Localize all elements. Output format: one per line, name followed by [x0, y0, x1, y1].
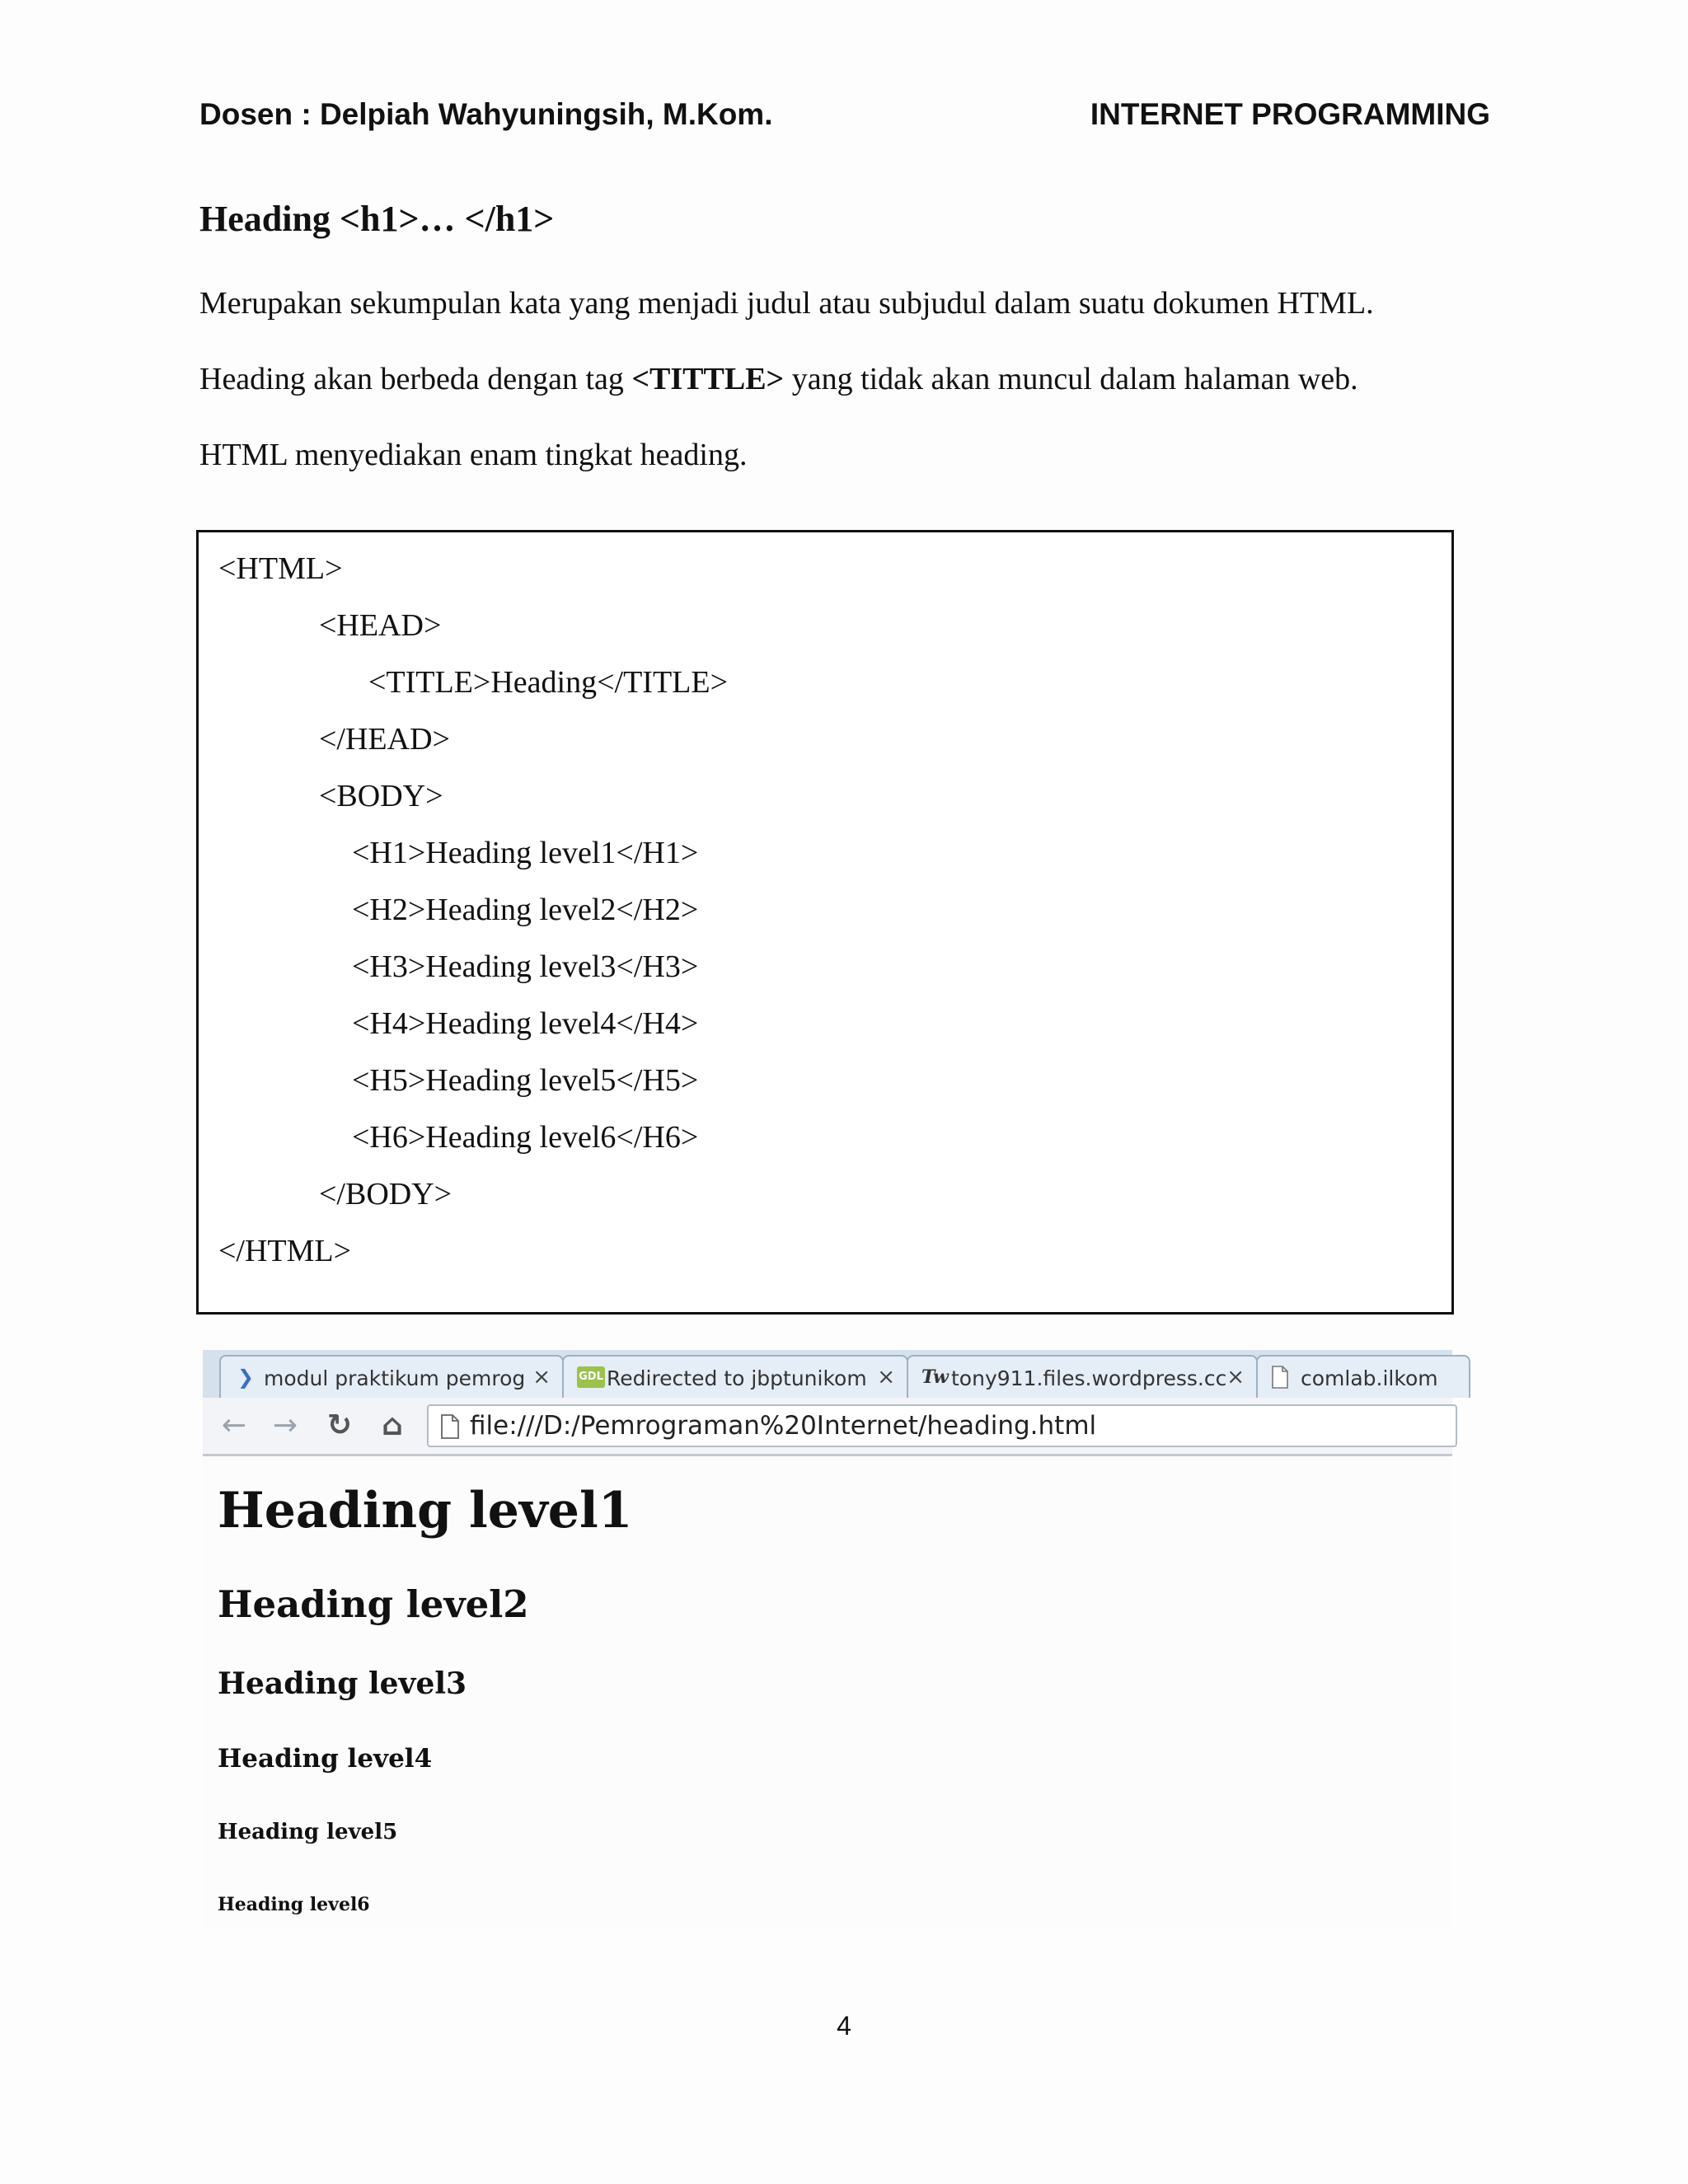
code-line: <H6>Heading level6</H6> [352, 1120, 699, 1155]
address-bar[interactable] [427, 1404, 1457, 1447]
page-number: 4 [837, 2011, 851, 2041]
tab-comlab-ilkom[interactable] [1256, 1355, 1470, 1398]
tab-label: comlab.ilkom [1301, 1366, 1438, 1390]
tw-favicon-icon: Tw [921, 1366, 949, 1388]
rendered-heading-h5: Heading level5 [218, 1820, 398, 1844]
rendered-heading-h6: Heading level6 [218, 1894, 370, 1915]
paragraph-text-after: yang tidak akan muncul dalam halaman web. [784, 362, 1358, 396]
code-line: </HEAD> [319, 722, 450, 757]
tab-label: tony911.files.wordpress.cc [951, 1366, 1227, 1390]
code-line: <H3>Heading level3</H3> [352, 949, 699, 984]
page-icon [440, 1414, 460, 1439]
code-line: <H1>Heading level1</H1> [352, 836, 699, 870]
rendered-heading-h1: Heading level1 [218, 1482, 633, 1540]
paragraph-title-difference [199, 361, 1358, 397]
tab-label: modul praktikum pemrog [264, 1366, 526, 1390]
reload-button[interactable]: ↻ [326, 1408, 353, 1442]
code-line: <H4>Heading level4</H4> [352, 1006, 699, 1041]
gdl-favicon-icon: GDL [577, 1366, 605, 1388]
tab-tony911-wordpress[interactable] [907, 1355, 1258, 1398]
document-header [199, 97, 1490, 138]
code-line: </BODY> [319, 1177, 452, 1212]
section-title: Heading <h1>… </h1> [199, 199, 555, 239]
rendered-heading-h4: Heading level4 [218, 1744, 433, 1774]
code-line: <H2>Heading level2</H2> [352, 893, 699, 927]
tab-bar [203, 1350, 1452, 1398]
code-line: <TITLE>Heading</TITLE> [368, 665, 729, 700]
rendered-heading-h3: Heading level3 [218, 1666, 467, 1701]
chevron-right-icon: ❯ [237, 1366, 255, 1389]
forward-button[interactable]: → [272, 1408, 298, 1442]
close-icon[interactable]: × [877, 1365, 895, 1390]
code-line: <HEAD> [319, 608, 442, 643]
tab-redirected-jbptunikom[interactable] [562, 1355, 908, 1398]
author-label: Dosen : Delpiah Wahyuningsih, M.Kom. [199, 97, 773, 131]
paragraph-text-before: Heading akan berbeda dengan tag [199, 362, 632, 396]
tab-label: Redirected to jbptunikom [607, 1366, 867, 1390]
paragraph-six-levels: HTML menyediakan enam tingkat heading. [199, 438, 748, 472]
browser-screenshot [203, 1350, 1452, 1927]
tittle-tag-bold: <TITTLE> [631, 362, 785, 396]
code-line: <BODY> [319, 779, 443, 813]
close-icon[interactable]: × [1226, 1365, 1245, 1390]
paragraph-definition: Merupakan sekumpulan kata yang menjadi judul atau subjudul dalam suatu dokumen HTML. [199, 286, 1374, 321]
tab-modul-praktikum[interactable] [219, 1355, 564, 1398]
browser-toolbar [203, 1398, 1452, 1456]
home-button[interactable]: ⌂ [382, 1408, 403, 1442]
course-title: INTERNET PROGRAMMING [1090, 97, 1490, 131]
code-line: <HTML> [218, 551, 343, 586]
rendered-heading-h2: Heading level2 [218, 1582, 529, 1626]
code-line: <H5>Heading level5</H5> [352, 1063, 699, 1098]
code-line: </HTML> [218, 1234, 352, 1268]
code-listing-box [196, 530, 1454, 1315]
url-text: file:///D:/Pemrograman%20Internet/heading.html [470, 1411, 1097, 1441]
page-icon [1271, 1366, 1289, 1389]
close-icon[interactable]: × [532, 1365, 551, 1390]
back-button[interactable]: ← [221, 1408, 247, 1442]
